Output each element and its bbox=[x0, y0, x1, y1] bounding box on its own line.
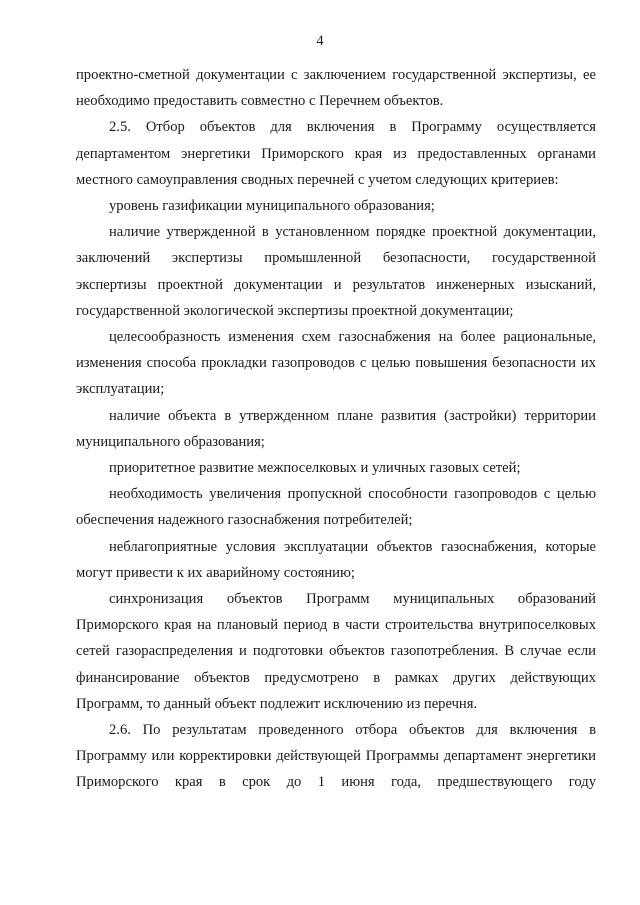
criterion-gas-supply-schemes: целесообразность изменения схем газоснабжения на более рациональные, изменения способа прокладки газопроводов с целью повышения безопасности их эксплуатации; bbox=[76, 329, 596, 398]
paragraph-2-5: 2.5. Отбор объектов для включения в Программу осуществляется департаментом энергетики Приморского края из предоставленных органами местного самоуправления сводных перечней с учетом следующих критериев: bbox=[76, 119, 596, 188]
criterion-gasification-level: уровень газификации муниципального образования; bbox=[109, 198, 435, 215]
criterion-priority-networks: приоритетное развитие межпоселковых и уличных газовых сетей; bbox=[109, 460, 521, 477]
paragraph-continuation: проектно-сметной документации с заключением государственной экспертизы, ее необходимо предоставить совместно с Перечнем объектов. bbox=[76, 67, 596, 110]
criterion-project-documentation: наличие утвержденной в установленном порядке проектной документации, заключений экспертизы промышленной безопасности, государственной экспертизы проектной документации и результатов инженерных изысканий, государственной экологической экспертизы проектной документации; bbox=[76, 224, 596, 319]
criterion-synchronization: синхронизация объектов Программ муниципальных образований Приморского края на плановый период в части строительства внутрипоселковых сетей газораспределения и подготовки объектов газопотребления. В случае если финансирование объектов предусмотрено в рамках других действующих Программ, то данный объект подлежит исключению из перечня. bbox=[76, 591, 596, 712]
criterion-development-plan: наличие объекта в утвержденном плане развития (застройки) территории муниципального образования; bbox=[76, 407, 596, 450]
document-body bbox=[76, 62, 596, 796]
paragraph-2-6: 2.6. По результатам проведенного отбора объектов для включения в Программу или корректировки действующей Программы департамент энергетики Приморского края в срок до 1 июня года, предшествующего году bbox=[76, 722, 596, 791]
criterion-operating-conditions: неблагоприятные условия эксплуатации объектов газоснабжения, которые могут привести к их аварийному состоянию; bbox=[76, 538, 596, 581]
criterion-throughput: необходимость увеличения пропускной способности газопроводов с целью обеспечения надежного газоснабжения потребителей; bbox=[76, 486, 596, 529]
page-number: 4 bbox=[316, 33, 324, 49]
